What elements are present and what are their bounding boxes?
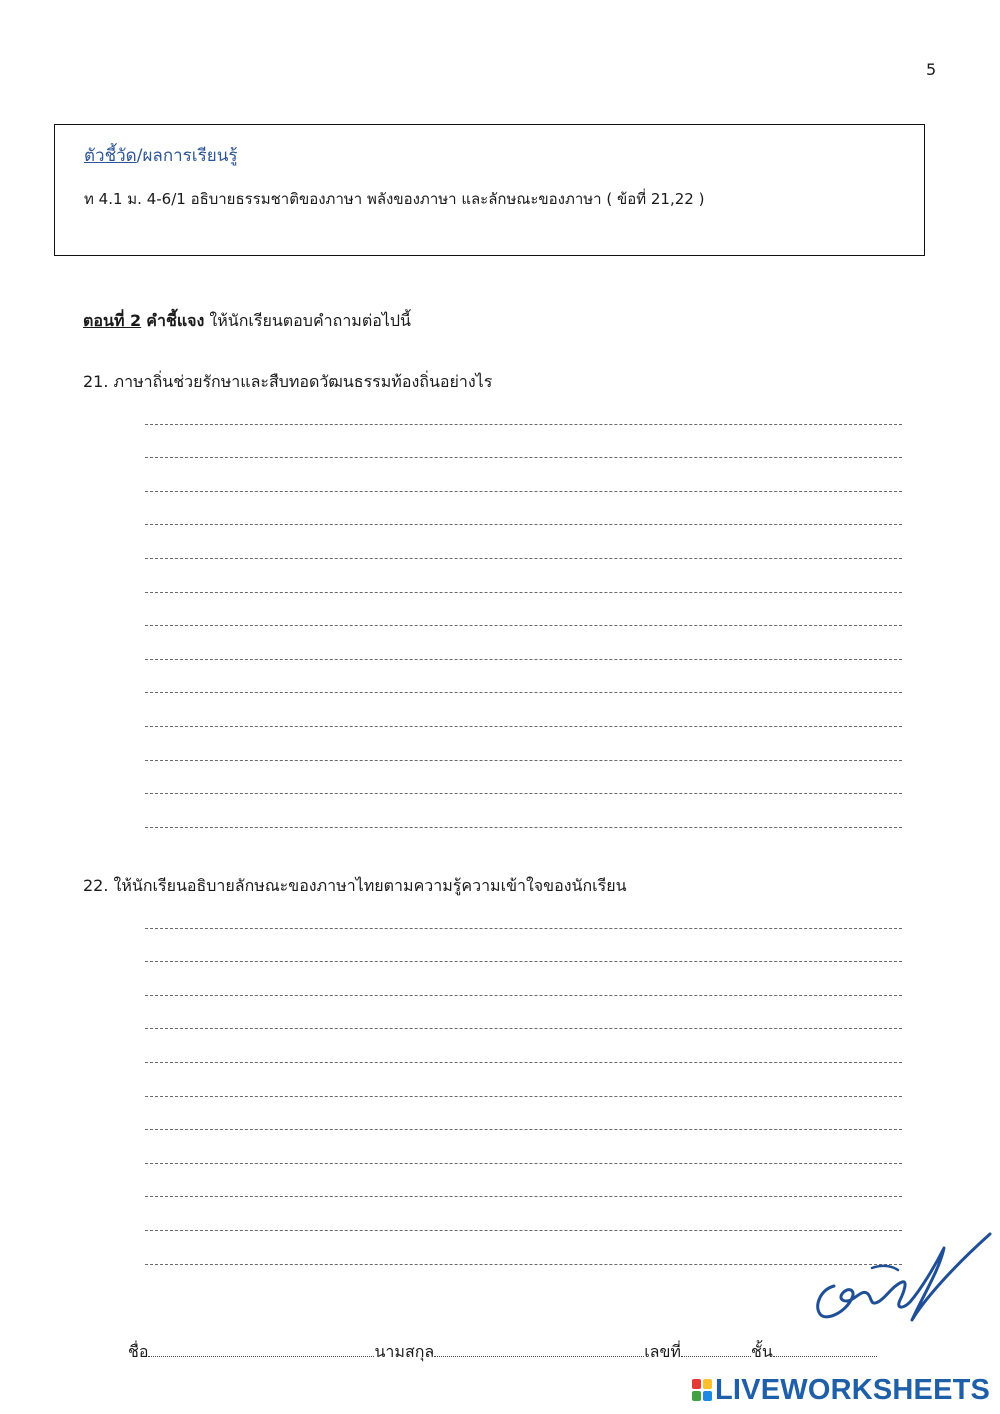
liveworksheets-logo bbox=[692, 1374, 990, 1406]
answer-line[interactable] bbox=[145, 1029, 902, 1063]
answer-line[interactable] bbox=[145, 559, 902, 593]
section-label: คำชี้แจง bbox=[146, 311, 205, 330]
surname-field[interactable] bbox=[434, 1342, 644, 1357]
answer-area-22[interactable] bbox=[145, 895, 902, 1265]
page-number: 5 bbox=[926, 60, 937, 79]
number-field[interactable] bbox=[681, 1342, 751, 1357]
answer-area-21[interactable] bbox=[145, 391, 902, 828]
section-instruction: ให้นักเรียนตอบคำถามต่อไปนี้ bbox=[209, 311, 411, 330]
answer-line[interactable] bbox=[145, 1097, 902, 1131]
answer-line[interactable] bbox=[145, 895, 902, 929]
answer-line[interactable] bbox=[145, 458, 902, 492]
indicator-text: ท 4.1 ม. 4-6/1 อธิบายธรรมชาติของภาษา พลังของภาษา และลักษณะของภาษา ( ข้อที่ 21,22 ) bbox=[84, 190, 705, 208]
answer-line[interactable] bbox=[145, 794, 902, 828]
answer-line[interactable] bbox=[145, 391, 902, 425]
answer-line[interactable] bbox=[145, 761, 902, 795]
name-field[interactable] bbox=[148, 1342, 374, 1357]
indicator-title bbox=[84, 142, 237, 169]
indicator-title-underlined: ตัวชี้วัด bbox=[84, 146, 137, 166]
answer-line[interactable] bbox=[145, 1130, 902, 1164]
name-label: ชื่อ bbox=[128, 1342, 149, 1361]
student-info-line bbox=[128, 1340, 877, 1365]
logo-grid-icon bbox=[692, 1379, 712, 1401]
answer-line[interactable] bbox=[145, 525, 902, 559]
answer-line[interactable] bbox=[145, 929, 902, 963]
answer-line[interactable] bbox=[145, 962, 902, 996]
answer-line[interactable] bbox=[145, 425, 902, 459]
answer-line[interactable] bbox=[145, 1063, 902, 1097]
section-part: ตอนที่ 2 bbox=[83, 311, 142, 330]
class-label: ชั้น bbox=[750, 1342, 773, 1361]
answer-line[interactable] bbox=[145, 996, 902, 1030]
question-21: 21. ภาษาถิ่นช่วยรักษาและสืบทอดวัฒนธรรมท้องถิ่นอย่างไร bbox=[83, 372, 493, 391]
answer-line[interactable] bbox=[145, 492, 902, 526]
answer-line[interactable] bbox=[145, 626, 902, 660]
section-heading bbox=[83, 309, 411, 334]
answer-line[interactable] bbox=[145, 1197, 902, 1231]
number-label: เลขที่ bbox=[644, 1342, 681, 1361]
answer-line[interactable] bbox=[145, 693, 902, 727]
class-field[interactable] bbox=[773, 1342, 877, 1357]
surname-label: นามสกุล bbox=[374, 1342, 435, 1361]
question-22: 22. ให้นักเรียนอธิบายลักษณะของภาษาไทยตามความรู้ความเข้าใจของนักเรียน bbox=[83, 876, 627, 895]
answer-line[interactable] bbox=[145, 660, 902, 694]
answer-line[interactable] bbox=[145, 1164, 902, 1198]
answer-line[interactable] bbox=[145, 1231, 902, 1265]
indicator-box bbox=[54, 124, 925, 256]
logo-text: LIVEWORKSHEETS bbox=[715, 1373, 991, 1406]
signature bbox=[812, 1228, 997, 1328]
answer-line[interactable] bbox=[145, 727, 902, 761]
answer-line[interactable] bbox=[145, 593, 902, 627]
indicator-title-rest: /ผลการเรียนรู้ bbox=[136, 146, 238, 166]
